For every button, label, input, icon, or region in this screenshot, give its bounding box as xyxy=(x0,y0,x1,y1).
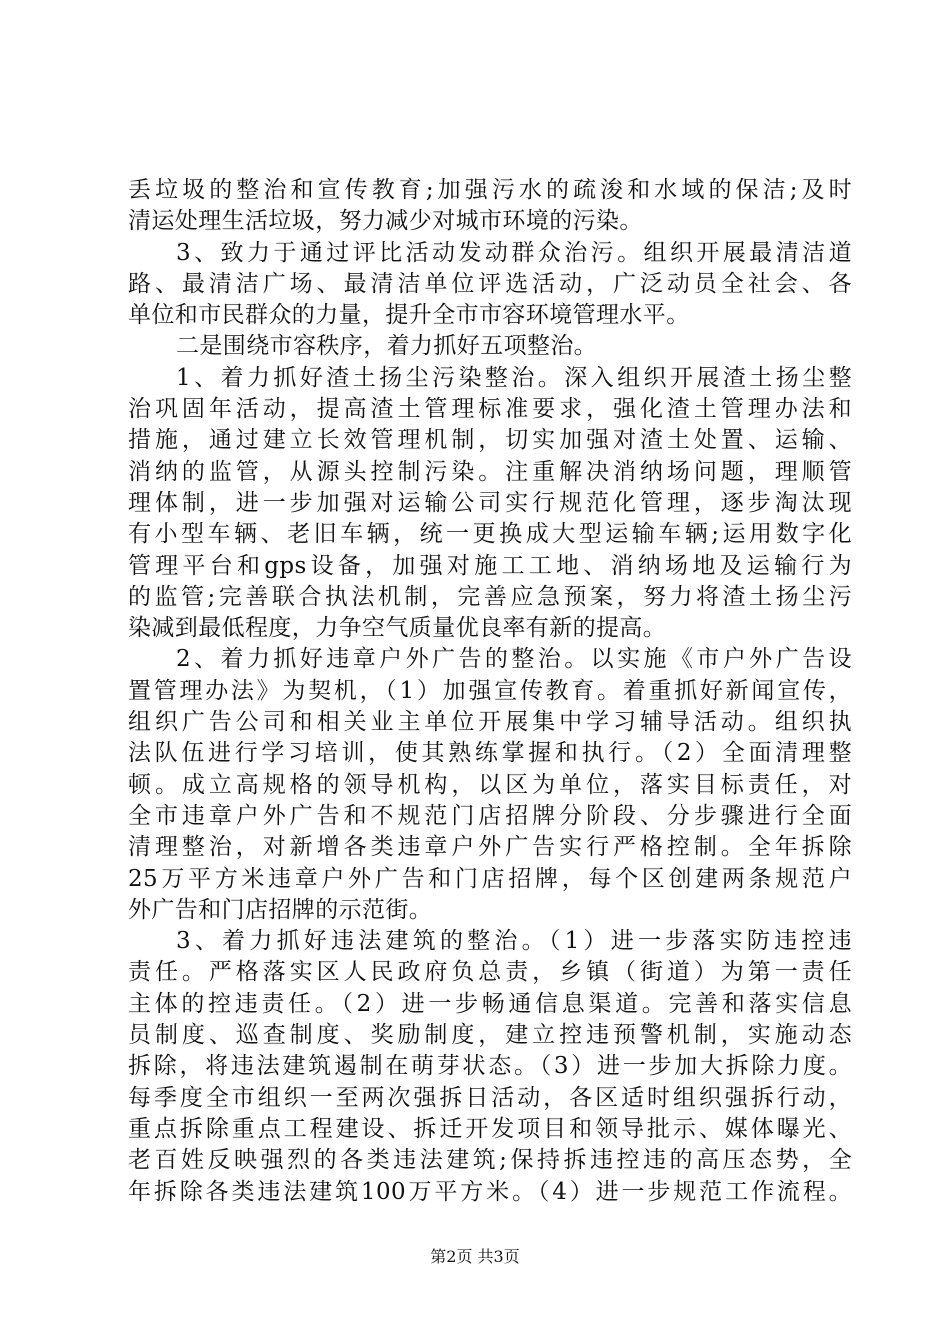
text-line: 路、最清洁广场、最清洁单位评选活动，广泛动员全社会、各 xyxy=(128,270,852,297)
page-footer: 第2页 共3页 xyxy=(430,1247,520,1266)
body-text xyxy=(128,175,852,1208)
text-line: 治巩固年活动，提高渣土管理标准要求，强化渣土管理办法和 xyxy=(128,396,852,423)
text-line: 3、致力于通过评比活动发动群众治污。组织开展最清洁道 xyxy=(176,239,852,266)
text-line: 拆除，将违法建筑遏制在萌芽状态。（3）进一步加大拆除力度。 xyxy=(128,1053,852,1080)
text-line: 外广告和门店招牌的示范街。 xyxy=(128,896,433,923)
text-line: 清理整治，对新增各类违章户外广告实行严格控制。全年拆除 xyxy=(128,834,852,861)
text-line: 法队伍进行学习培训，使其熟练掌握和执行。（2）全面清理整 xyxy=(128,740,852,767)
text-line: 置管理办法》为契机，（1）加强宣传教育。着重抓好新闻宣传， xyxy=(128,677,852,704)
text-line: 重点拆除重点工程建设、拆迁开发项目和领导批示、媒体曝光、 xyxy=(128,1115,852,1142)
text-line: 的监管;完善联合执法机制，完善应急预案，努力将渣土扬尘污 xyxy=(128,583,852,610)
text-line: 老百姓反映强烈的各类违法建筑;保持拆违控违的高压态势，全 xyxy=(128,1147,852,1174)
text-line: 年拆除各类违法建筑100万平方米。（4）进一步规范工作流程。 xyxy=(128,1178,852,1205)
text-line: 清运处理生活垃圾，努力减少对城市环境的污染。 xyxy=(128,208,643,235)
text-line: 每季度全市组织一至两次强拆日活动，各区适时组织强拆行动， xyxy=(128,1084,852,1111)
text-line: 单位和市民群众的力量，提升全市市容环境管理水平。 xyxy=(128,302,690,329)
text-line: 主体的控违责任。（2）进一步畅通信息渠道。完善和落实信息 xyxy=(128,990,852,1017)
text-line: 理体制，进一步加强对运输公司实行规范化管理，逐步淘汰现 xyxy=(128,489,852,516)
text-line: 措施，通过建立长效管理机制，切实加强对渣土处置、运输、 xyxy=(128,427,852,454)
text-line: 染减到最低程度，力争空气质量优良率有新的提高。 xyxy=(128,615,667,642)
text-line: 1、着力抓好渣土扬尘污染整治。深入组织开展渣土扬尘整 xyxy=(176,364,852,391)
text-line: 组织广告公司和相关业主单位开展集中学习辅导活动。组织执 xyxy=(128,709,852,736)
text-line: 丢垃圾的整治和宣传教育;加强污水的疏浚和水域的保洁;及时 xyxy=(128,177,852,203)
text-line: 二是围绕市容秩序，着力抓好五项整治。 xyxy=(176,333,598,360)
text-line: 2、着力抓好违章户外广告的整治。以实施《市户外广告设 xyxy=(176,646,852,673)
text-line: 25万平方米违章户外广告和门店招牌，每个区创建两条规范户 xyxy=(128,865,852,892)
text-line: 全市违章户外广告和不规范门店招牌分阶段、分步骤进行全面 xyxy=(128,802,852,829)
text-line: 3、着力抓好违法建筑的整治。（1）进一步落实防违控违 xyxy=(176,928,852,955)
text-line: 顿。成立高规格的领导机构，以区为单位，落实目标责任，对 xyxy=(128,771,852,798)
text-line: 员制度、巡查制度、奖励制度，建立控违预警机制，实施动态 xyxy=(128,1022,852,1049)
text-line: 管理平台和gps设备，加强对施工工地、消纳场地及运输行为 xyxy=(128,552,852,579)
text-line: 责任。严格落实区人民政府负总责，乡镇（街道）为第一责任 xyxy=(128,959,852,986)
text-line: 消纳的监管，从源头控制污染。注重解决消纳场问题，理顺管 xyxy=(128,458,852,485)
text-line: 有小型车辆、老旧车辆，统一更换成大型运输车辆;运用数字化 xyxy=(128,521,852,548)
